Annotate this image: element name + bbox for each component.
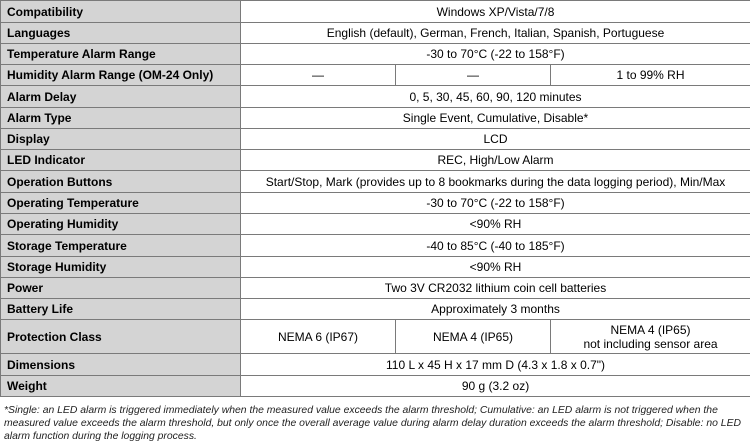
row-value-col3 [551,320,750,354]
row-label: Compatibility [1,1,241,23]
table-row [1,171,750,193]
row-label: Alarm Delay [1,86,241,108]
table-row [1,214,750,235]
row-label: Operating Temperature [1,193,241,214]
table-row [1,65,750,86]
row-value: Single Event, Cumulative, Disable* [241,108,750,129]
row-label: Operation Buttons [1,171,241,193]
row-value: Approximately 3 months [241,299,750,320]
row-value: Windows XP/Vista/7/8 [241,1,750,23]
table-row [1,1,750,23]
table-row [1,129,750,150]
row-label: Display [1,129,241,150]
row-label: Battery Life [1,299,241,320]
row-value: -30 to 70°C (-22 to 158°F) [241,193,750,214]
row-value: <90% RH [241,214,750,235]
row-label: Temperature Alarm Range [1,44,241,65]
row-value: LCD [241,129,750,150]
row-value: 0, 5, 30, 45, 60, 90, 120 minutes [241,86,750,108]
table-row [1,320,750,354]
table-row [1,278,750,299]
row-value-col1: NEMA 6 (IP67) [241,320,396,354]
row-value: <90% RH [241,257,750,278]
row-label: Storage Humidity [1,257,241,278]
table-row [1,257,750,278]
row-value: 110 L x 45 H x 17 mm D (4.3 x 1.8 x 0.7") [241,354,750,376]
row-value: REC, High/Low Alarm [241,150,750,171]
table-row [1,108,750,129]
row-label: Power [1,278,241,299]
row-value: -30 to 70°C (-22 to 158°F) [241,44,750,65]
row-value: Start/Stop, Mark (provides up to 8 bookmarks during the data logging period), Min/Max [241,171,750,193]
footnote: *Single: an LED alarm is triggered immediately when the measured value exceeds the alarm threshold; Cumulative: an LED alarm is not triggered when the measured value exceeds the alarm threshold, but only once the overall average value during alarm delay duration exceeds the alarm threshold; Disable: no LED alarm function during the logging process. [4,405,742,442]
row-value-col1: — [241,65,396,86]
table-row [1,23,750,44]
table-row [1,44,750,65]
row-label: Operating Humidity [1,214,241,235]
row-label: Dimensions [1,354,241,376]
protection-class-value: NEMA 4 (IP65) [610,322,691,337]
table-row [1,376,750,397]
row-label: Languages [1,23,241,44]
row-value-col3: 1 to 99% RH [551,65,750,86]
row-value: English (default), German, French, Italian, Spanish, Portuguese [241,23,750,44]
table-row [1,235,750,257]
row-value-col2: — [396,65,551,86]
row-label: Weight [1,376,241,397]
table-row [1,354,750,376]
row-label: Alarm Type [1,108,241,129]
row-label: LED Indicator [1,150,241,171]
row-value: 90 g (3.2 oz) [241,376,750,397]
protection-class-note: not including sensor area [583,336,718,351]
table-row [1,299,750,320]
table-row [1,86,750,108]
row-value: Two 3V CR2032 lithium coin cell batteries [241,278,750,299]
row-value-col2: NEMA 4 (IP65) [396,320,551,354]
row-label: Protection Class [1,320,241,354]
row-value: -40 to 85°C (-40 to 185°F) [241,235,750,257]
table-row [1,150,750,171]
table-row [1,193,750,214]
row-label: Humidity Alarm Range (OM-24 Only) [1,65,241,86]
row-label: Storage Temperature [1,235,241,257]
